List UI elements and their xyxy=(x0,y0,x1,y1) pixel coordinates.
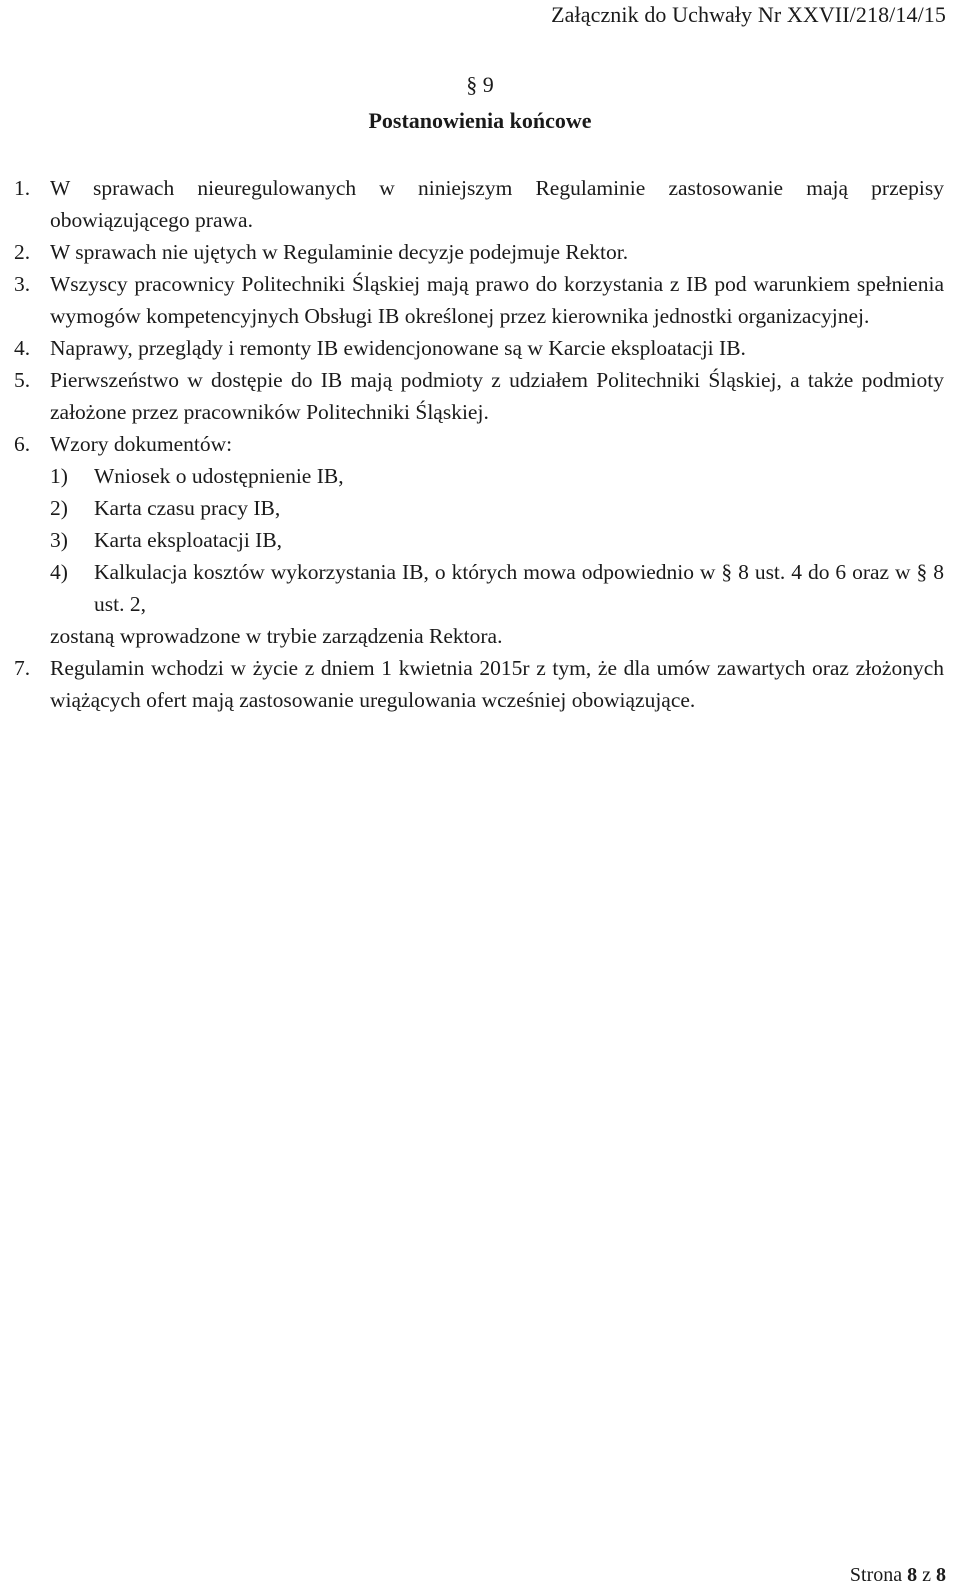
provisions-list xyxy=(14,172,944,716)
total-pages-number: 8 xyxy=(936,1564,946,1586)
provision-number: 6. xyxy=(14,432,31,456)
provision-text: Wszyscy pracownicy Politechniki Śląskiej mają prawo do korzystania z IB pod warunkiem spełnienia wymogów kompetencyjnych Obsługi IB określonej przez kierownika jednostki organizacyjnej. xyxy=(50,272,944,328)
provision-number: 1. xyxy=(14,176,31,200)
template-number: 4) xyxy=(50,560,68,584)
provision-number: 2. xyxy=(14,240,31,264)
current-page-number: 8 xyxy=(907,1564,918,1586)
provision-item xyxy=(14,364,944,428)
provision-item xyxy=(14,236,944,268)
template-item xyxy=(50,460,944,492)
section-number: § 9 xyxy=(466,72,494,97)
provision-number: 7. xyxy=(14,656,31,680)
template-item xyxy=(50,492,944,524)
document-header-reference: Załącznik do Uchwały Nr XXVII/218/14/15 xyxy=(551,2,946,27)
template-number: 2) xyxy=(50,496,68,520)
section-title: Postanowienia końcowe xyxy=(368,108,592,133)
provision-text: W sprawach nie ujętych w Regulaminie decyzje podejmuje Rektor. xyxy=(50,240,629,264)
template-text: Wniosek o udostępnienie IB, xyxy=(94,464,344,488)
provision-number: 4. xyxy=(14,336,31,360)
page-label: Strona xyxy=(849,1564,903,1586)
template-number: 3) xyxy=(50,528,68,552)
provision-item xyxy=(14,268,944,332)
provision-text: W sprawach nieuregulowanych w niniejszym Regulaminie zastosowanie mają przepisy obowiązującego prawa. xyxy=(50,176,944,232)
template-number: 1) xyxy=(50,464,68,488)
template-text: Karta czasu pracy IB, xyxy=(94,496,281,520)
template-text: Kalkulacja kosztów wykorzystania IB, o których mowa odpowiednio w § 8 ust. 4 do 6 oraz w § 8 ust. 2, xyxy=(94,560,944,616)
provision-item xyxy=(14,332,944,364)
provision-number: 3. xyxy=(14,272,31,296)
template-item xyxy=(50,556,944,620)
provision-text: Naprawy, przeglądy i remonty IB ewidencjonowane są w Karcie eksploatacji IB. xyxy=(50,336,746,360)
provision-item xyxy=(14,652,944,716)
provision-item xyxy=(14,428,944,652)
page-number-footer xyxy=(850,1564,946,1587)
template-text: Karta eksploatacji IB, xyxy=(94,528,283,552)
provision-text: Wzory dokumentów: xyxy=(50,432,233,456)
page-separator: z xyxy=(922,1564,931,1586)
provision-number: 5. xyxy=(14,368,31,392)
provision-text: Pierwszeństwo w dostępie do IB mają podmioty z udziałem Politechniki Śląskiej, a także podmioty założone przez pracowników Politechniki Śląskiej. xyxy=(50,368,944,424)
provision-item xyxy=(14,172,944,236)
document-templates-list xyxy=(50,460,944,620)
provision-text: Regulamin wchodzi w życie z dniem 1 kwietnia 2015r z tym, że dla umów zawartych oraz złożonych wiążących ofert mają zastosowanie uregulowania wcześniej obowiązujące. xyxy=(50,656,944,712)
template-item xyxy=(50,524,944,556)
templates-closing-text: zostaną wprowadzone w trybie zarządzenia Rektora. xyxy=(50,624,503,648)
